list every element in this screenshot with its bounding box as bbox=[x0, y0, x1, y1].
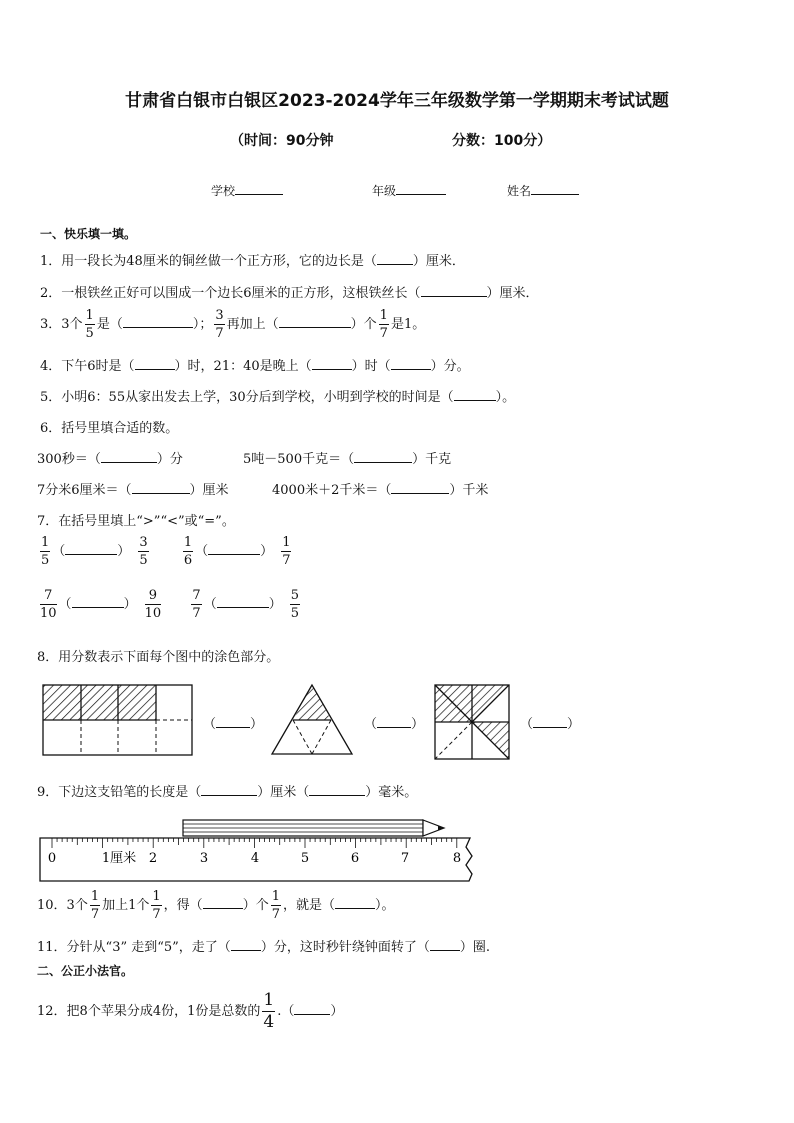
exam-score: 分数：100分） bbox=[452, 133, 552, 149]
q4-text-b: ）时，21：40是晚上（ bbox=[174, 359, 312, 374]
ruler-label-2: 2 bbox=[148, 851, 158, 866]
exam-time: （时间：90分钟 bbox=[230, 133, 334, 149]
q7-r1-f1-n: 1 bbox=[41, 535, 50, 550]
q6-r1d: ）千克 bbox=[412, 452, 452, 467]
q4-text-c: ）时（ bbox=[351, 359, 391, 374]
pencil-icon bbox=[183, 820, 444, 836]
q7-r2-f4-d: 5 bbox=[290, 606, 299, 621]
q7-r1-f3-n: 1 bbox=[183, 535, 193, 550]
q7-r1-f4-n: 1 bbox=[282, 535, 291, 550]
q6-r1c: 5吨－500千克＝（ bbox=[243, 452, 355, 467]
ruler-label-0: 0 bbox=[47, 851, 57, 866]
q7-r1-f4-d: 7 bbox=[282, 553, 291, 568]
q6-r1b: ）分 bbox=[156, 452, 183, 467]
q8-a3-close: ） bbox=[567, 717, 581, 732]
ruler-label-1: 1厘米 bbox=[101, 851, 137, 866]
q7-r2-f1-n: 7 bbox=[40, 589, 57, 605]
q10-f1-d: 7 bbox=[90, 907, 100, 922]
q8-a2-close: ） bbox=[411, 717, 425, 732]
q3-f2-numerator: 3 bbox=[215, 308, 224, 323]
q7-r2-open-1: （ bbox=[58, 597, 72, 612]
q8-a1-open: （ bbox=[203, 717, 217, 732]
page-title: 甘肃省白银市白银区2023-2024学年三年级数学第一学期期末考试试题 bbox=[125, 91, 669, 111]
ruler-label-8: 8 bbox=[452, 851, 462, 866]
q6-r2c: 4000米＋2千米＝（ bbox=[272, 483, 392, 498]
q7-r1-f2-d: 5 bbox=[139, 553, 148, 568]
q7-r2-open-2: （ bbox=[203, 597, 217, 612]
q7-r1-open-1: （ bbox=[52, 544, 66, 559]
q12-text-b: .（ bbox=[277, 1004, 295, 1019]
q5-text-a: 5．小明6：55从家出发去上学，30分后到学校，小明到学校的时间是（ bbox=[40, 390, 454, 405]
ruler-label-4: 4 bbox=[250, 851, 260, 866]
q10-text-c: ，得（ bbox=[163, 898, 203, 913]
question-12 bbox=[37, 992, 343, 1031]
q11-text-a: 11．分针从“3” 走到“5”，走了（ bbox=[37, 940, 231, 955]
q1-text-end: ）厘米． bbox=[412, 254, 465, 269]
name-label: 姓名 bbox=[507, 184, 532, 198]
q8-a2-open: （ bbox=[364, 717, 378, 732]
q10-fraction-3 bbox=[271, 890, 281, 921]
q7-r2-f4-n: 5 bbox=[290, 588, 299, 603]
q8-a1-close: ） bbox=[250, 717, 264, 732]
q12-text-c: ） bbox=[330, 1004, 344, 1019]
q7-r2-f1-d: 10 bbox=[40, 606, 57, 621]
q9-text-b: ）厘米（ bbox=[257, 785, 310, 800]
q7-r1-open-2: （ bbox=[195, 544, 209, 559]
q3-text-a: 3．3个 bbox=[40, 317, 83, 332]
q6-r2a: 7分米6厘米＝（ bbox=[37, 483, 132, 498]
q10-blank-2[interactable] bbox=[335, 908, 375, 909]
q10-f3-d: 7 bbox=[271, 907, 280, 922]
q10-blank-1[interactable] bbox=[203, 908, 243, 909]
q11-text-c: ）圈. bbox=[459, 940, 490, 955]
q3-f1-numerator: 1 bbox=[85, 308, 94, 323]
question-11 bbox=[37, 936, 490, 955]
q6-r1a: 300秒＝（ bbox=[37, 452, 101, 467]
q9-text-a: 9．下边这支铅笔的长度是（ bbox=[37, 785, 202, 800]
q9-text-c: ）毫米。 bbox=[365, 785, 418, 800]
q3-f3-denominator: 7 bbox=[379, 326, 388, 341]
q8-a3-open: （ bbox=[520, 717, 534, 732]
section-heading-2: 二、公正小法官。 bbox=[37, 964, 134, 978]
q2-text-end: ）厘米． bbox=[486, 286, 539, 301]
q3-f1-denominator: 5 bbox=[85, 326, 94, 341]
q3-f2-denominator: 7 bbox=[215, 326, 224, 341]
q7-r1-f3-d: 6 bbox=[183, 553, 193, 568]
section-heading-1: 一、快乐填一填。 bbox=[40, 227, 137, 241]
question-8-title: 8．用分数表示下面每个图中的涂色部分。 bbox=[37, 650, 280, 665]
question-7-title: 7．在括号里填上“>”“<”或“=”。 bbox=[37, 514, 235, 529]
q7-r1-f2-n: 3 bbox=[139, 535, 148, 550]
ruler-label-3: 3 bbox=[199, 851, 209, 866]
q3-text-e: ）个 bbox=[350, 317, 377, 332]
q1-text: 1．用一段长为48厘米的铜丝做一个正方形，它的边长是（ bbox=[40, 254, 377, 269]
q3-text-f: 是1。 bbox=[390, 317, 426, 332]
q10-text-b: 加上1个 bbox=[102, 898, 150, 913]
q11-blank-2[interactable] bbox=[430, 950, 460, 951]
ruler-label-7: 7 bbox=[400, 851, 410, 866]
q12-f-n: 1 bbox=[263, 990, 275, 1010]
q6-r2d: ）千米 bbox=[449, 483, 489, 498]
q10-f2-d: 7 bbox=[152, 907, 161, 922]
ruler-label-5: 5 bbox=[300, 851, 310, 866]
q10-text-e: ，就是（ bbox=[282, 898, 335, 913]
q10-text-f: ）。 bbox=[375, 898, 395, 913]
q7-r2-close-2: ） bbox=[268, 597, 282, 612]
q4-text-d: ）分。 bbox=[430, 359, 470, 374]
q7-r1-close-2: ） bbox=[260, 544, 274, 559]
q7-r2-f3-n: 7 bbox=[192, 588, 201, 603]
q11-blank-1[interactable] bbox=[231, 950, 261, 951]
q7-r1-f1-d: 5 bbox=[41, 553, 50, 568]
q10-text-a: 10．3个 bbox=[37, 898, 88, 913]
q10-f1-n: 1 bbox=[90, 889, 100, 904]
q7-r1-close-1: ） bbox=[117, 544, 131, 559]
school-label: 学校 bbox=[211, 184, 236, 198]
q12-f-d: 4 bbox=[263, 1012, 275, 1032]
q10-f3-n: 1 bbox=[271, 889, 280, 904]
q7-r2-close-1: ） bbox=[123, 597, 137, 612]
q7-r2-f2-n: 9 bbox=[145, 589, 162, 605]
q2-text: 2．一根铁丝正好可以围成一个边长6厘米的正方形，这根铁丝长（ bbox=[40, 286, 421, 301]
grade-label: 年级 bbox=[372, 184, 397, 198]
q7-r2-f2-d: 10 bbox=[144, 606, 162, 621]
q4-text-a: 4．下午6时是（ bbox=[40, 359, 135, 374]
q10-f2-n: 1 bbox=[152, 889, 161, 904]
q3-text-b: 是（ bbox=[96, 317, 123, 332]
q7-r2-f3-d: 7 bbox=[192, 606, 201, 621]
q12-fraction bbox=[262, 992, 275, 1031]
q10-fraction-2 bbox=[151, 890, 161, 921]
q5-text-b: ）。 bbox=[495, 390, 516, 405]
question-6-title: 6．括号里填合适的数。 bbox=[40, 421, 179, 436]
q3-text-c: ）； bbox=[192, 317, 213, 332]
q12-blank[interactable] bbox=[294, 1014, 330, 1015]
q10-fraction-1 bbox=[90, 890, 100, 921]
ruler bbox=[40, 838, 472, 881]
q10-text-d: ）个 bbox=[242, 898, 269, 913]
question-10 bbox=[37, 890, 395, 921]
q3-text-d: 再加上（ bbox=[226, 317, 279, 332]
q6-r2b: ）厘米 bbox=[189, 483, 229, 498]
ruler-label-6: 6 bbox=[350, 851, 360, 866]
q11-text-b: ）分，这时秒针绕钟面转了（ bbox=[260, 940, 430, 955]
q12-text-a: 12．把8个苹果分成4份，1份是总数的 bbox=[37, 1004, 261, 1019]
q3-f3-numerator: 1 bbox=[379, 308, 388, 323]
